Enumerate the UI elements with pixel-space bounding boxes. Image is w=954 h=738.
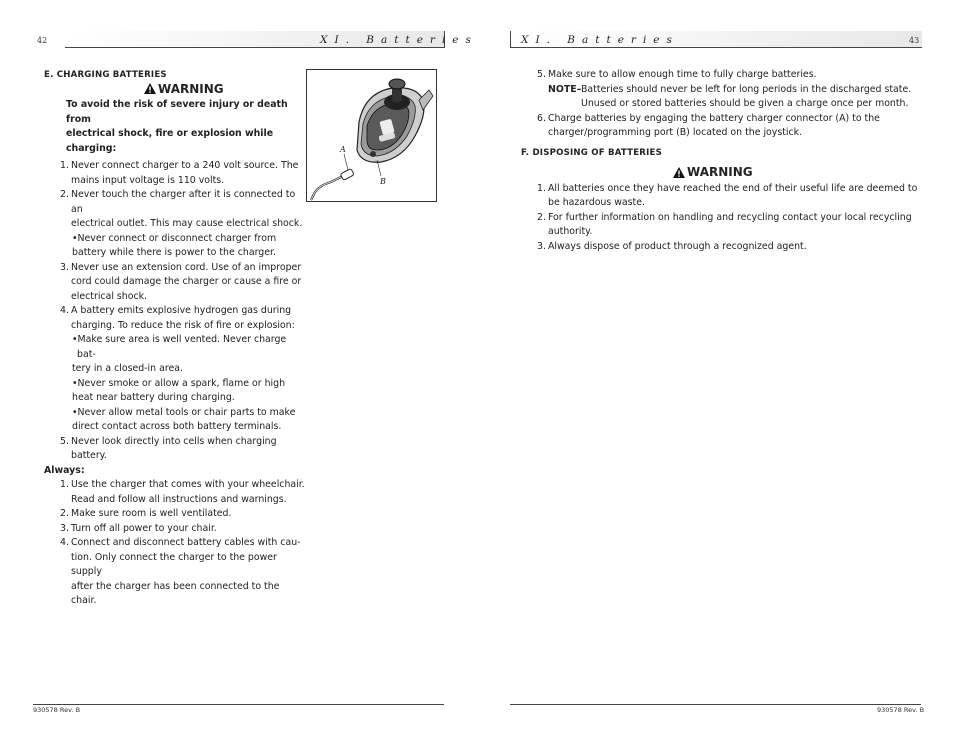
sub-bullet (44, 333, 306, 377)
list-item (511, 211, 931, 240)
warning-label: WARNING (673, 165, 931, 180)
text-line: For further information on handling and recycling contact your local recycling (548, 211, 912, 223)
text-line: Use the charger that comes with your wheelchair. (71, 479, 305, 490)
text-line: Never connect charger to a 240 volt source. The (71, 160, 299, 171)
list-item (44, 261, 306, 305)
item-number: 1. (60, 160, 69, 171)
text-line: Always dispose of product through a recognized agent. (548, 240, 807, 252)
label-b: B (380, 177, 386, 186)
text-line: Batteries should never be left for long periods in the discharged state. (581, 83, 912, 95)
warning-intro: To avoid the risk of severe injury or death from electrical shock, fire or explosion while charging: (66, 99, 288, 154)
text-line: tion. Only connect the charger to the power supply (71, 551, 277, 577)
chapter-title: XI. Batteries (320, 34, 478, 46)
item-number: 1. (60, 479, 69, 490)
text-line: Never use an extension cord. Use of an improper (71, 261, 302, 273)
text-line: •Make sure area is well vented. Never charge bat- (72, 334, 287, 360)
item-number: 1. (537, 182, 546, 194)
item-number: 4. (60, 537, 69, 548)
text-line: Never touch the charger after it is connected to an (71, 189, 296, 215)
text-line: cord could damage the charger or cause a fire or (71, 276, 302, 287)
text-line: Unused or stored batteries should be given a charge once per month. (581, 98, 909, 109)
always-list (44, 478, 306, 609)
footer-revision: 930578 Rev. B (33, 706, 81, 714)
list-item (511, 112, 931, 141)
footer-revision: 930578 Rev. B (877, 706, 925, 714)
page-number: 42 (37, 36, 48, 45)
text-line: Charge batteries by engaging the battery charger connector (A) to the (548, 112, 880, 124)
text-line: electrical outlet. This may cause electrical shock. (71, 218, 303, 229)
sub-bullet (44, 406, 306, 435)
text-line: charging. To reduce the risk of fire or explosion: (71, 319, 295, 331)
warning-triangle-icon (144, 83, 156, 94)
item-number: 2. (60, 189, 69, 200)
text-line: Never look directly into cells when charging (71, 435, 277, 447)
item-number: 3. (60, 522, 69, 534)
item-number: 4. (60, 305, 69, 316)
joystick-illustration (307, 70, 436, 201)
list-item (511, 68, 931, 83)
text-line: Read and follow all instructions and warnings. (71, 493, 287, 505)
left-column (44, 68, 306, 609)
joystick-figure (306, 69, 437, 202)
text-line: authority. (548, 226, 593, 237)
header-bar (510, 31, 922, 48)
text-line: Connect and disconnect battery cables with cau- (71, 537, 301, 548)
text-line: Make sure room is well ventilated. (71, 508, 232, 519)
list-item (44, 478, 306, 507)
list-item (44, 304, 306, 333)
text-line: be hazardous waste. (548, 197, 645, 208)
section-heading: E. CHARGING BATTERIES (44, 70, 167, 80)
text-line: •Never smoke or allow a spark, flame or high (72, 377, 286, 389)
text-line: •Never allow metal tools or chair parts to make (72, 406, 296, 418)
list-item (511, 240, 931, 255)
list-item (44, 507, 306, 522)
item-number: 3. (537, 240, 546, 252)
charging-steps-list (511, 68, 931, 141)
text-line: Make sure to allow enough time to fully charge batteries. (548, 69, 817, 80)
text-line: direct contact across both battery terminals. (72, 421, 282, 432)
text-line: •Never connect or disconnect charger from (72, 232, 277, 244)
right-column (511, 68, 931, 254)
note-label: NOTE– (548, 83, 582, 95)
text-line: electrical shock. (71, 290, 148, 302)
text-line: All batteries once they have reached the end of their useful life are deemed to (548, 182, 918, 194)
item-number: 6. (537, 112, 546, 124)
sub-bullet (44, 232, 306, 261)
header-bar (65, 31, 478, 48)
item-number: 5. (60, 435, 69, 447)
right-page (477, 0, 954, 738)
footer-rule (510, 704, 921, 705)
sub-bullet (44, 377, 306, 406)
disposal-list (511, 182, 931, 255)
text-line: after the charger has been connected to the chair. (71, 580, 280, 606)
warning-triangle-icon (673, 167, 685, 178)
label-a: A (340, 145, 346, 154)
list-item (44, 188, 306, 232)
item-number: 5. (537, 69, 546, 80)
footer-rule (33, 704, 444, 705)
note (511, 83, 931, 112)
text-line: Turn off all power to your chair. (71, 522, 217, 534)
text-line: heat near battery during charging. (72, 392, 235, 403)
list-item (44, 522, 306, 537)
text-line: tery in a closed-in area. (72, 363, 183, 374)
list-item (511, 182, 931, 211)
list-item (44, 159, 306, 188)
page-number: 43 (909, 36, 920, 45)
always-label: Always: (44, 464, 85, 476)
text-line: battery. (71, 450, 107, 461)
text-line: battery while there is power to the charger. (72, 247, 276, 258)
warning-label: WARNING (144, 82, 306, 97)
list-item (44, 536, 306, 609)
item-number: 2. (60, 508, 69, 519)
item-number: 2. (537, 211, 546, 223)
text-line: charger/programming port (B) located on the joystick. (548, 127, 803, 138)
text-line: mains input voltage is 110 volts. (71, 174, 225, 186)
list-item (44, 435, 306, 464)
charging-warning-list (44, 159, 306, 464)
chapter-title: XI. Batteries (521, 34, 679, 46)
item-number: 3. (60, 261, 69, 273)
section-heading: F. DISPOSING OF BATTERIES (521, 147, 662, 158)
text-line: A battery emits explosive hydrogen gas during (71, 305, 292, 316)
